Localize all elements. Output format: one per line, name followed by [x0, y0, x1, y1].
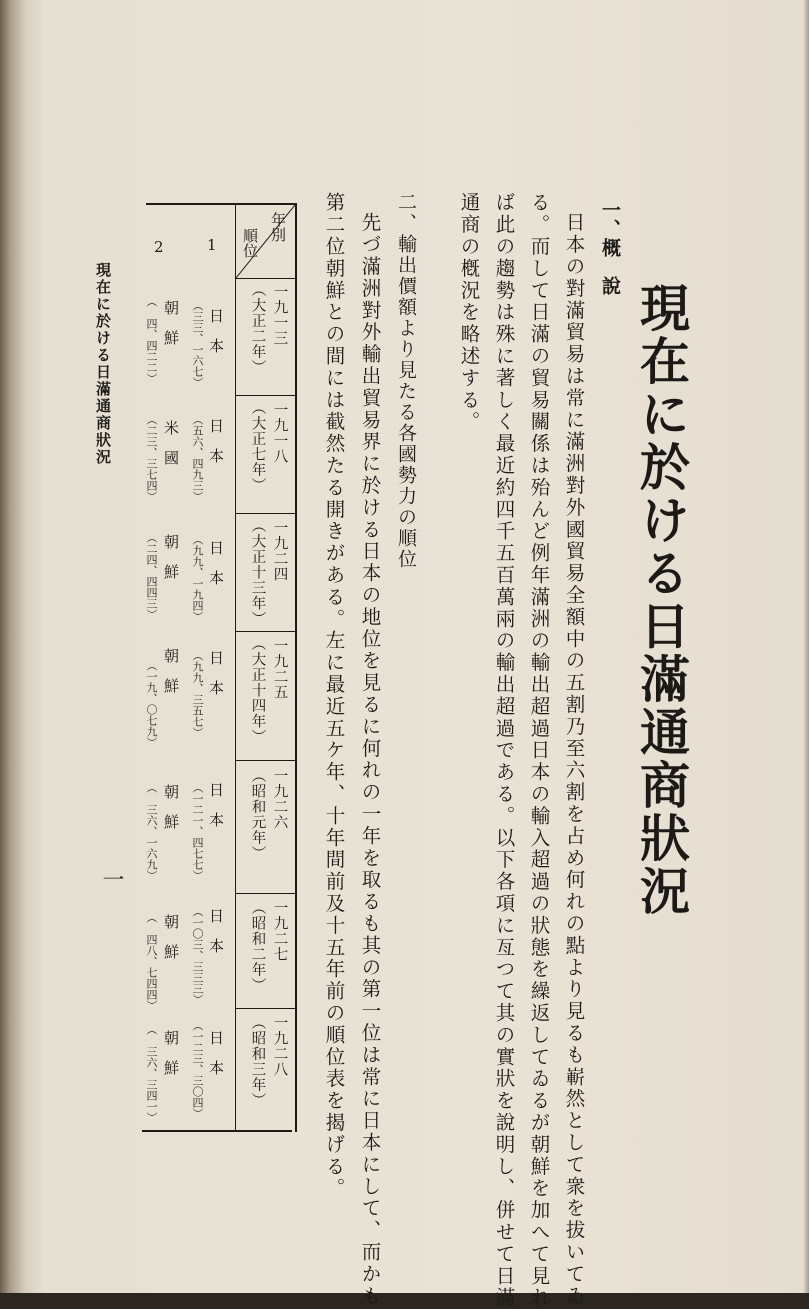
page-title: 現在に於ける日滿通商狀況: [632, 282, 691, 918]
era-cell: （大正十四年）: [249, 636, 266, 745]
section1-line: 日本の對滿貿易は常に滿洲對外國貿易全額中の五割乃至六割を占め何れの點より見るも嶄然として衆を拔いてゐ: [562, 212, 586, 1307]
year-cell: 一九一八: [271, 402, 288, 464]
era-cell: （昭和元年）: [249, 768, 266, 861]
year-cell: 一九二六: [271, 768, 288, 830]
second-value-cell: （ 三六、一六九）: [145, 782, 158, 881]
second-country-cell: 朝 鮮: [162, 784, 180, 829]
table-row-rule: [235, 1008, 295, 1009]
section1-line: る。而して日滿の貿易關係は殆んど例年滿洲の輸出超過日本の輸入超過の狀態を繰返してゐるが朝鮮を加へて見れ: [527, 192, 551, 1309]
first-value-cell: （五六、四九三）: [191, 414, 204, 502]
era-cell: （大正七年）: [249, 400, 266, 493]
first-value-cell: （一二一、四七七）: [191, 782, 204, 881]
era-cell: （大正十三年）: [249, 518, 266, 627]
second-value-cell: （一九、〇七九）: [145, 660, 158, 748]
first-country-cell: 日 本: [207, 418, 225, 463]
second-value-cell: （ 四、四二二）: [145, 296, 158, 384]
header-year-label: 年別: [269, 212, 287, 242]
first-country-cell: 日 本: [207, 650, 225, 695]
era-cell: （昭和二年）: [249, 900, 266, 993]
year-cell: 一九一三: [271, 284, 288, 346]
section2-line: 第二位朝鮮との間には截然たる開きがある。左に最近五ケ年、十年間前及十五年前の順位表を揭げる。: [322, 192, 346, 1200]
first-value-cell: （三三、一六七）: [191, 300, 204, 388]
first-country-cell: 日 本: [207, 308, 225, 353]
section1-line: ば此の趨勢は殊に著しく最近約四千五百萬兩の輸出超過である。以下各項に亙つて其の實狀を說明し、併せて日滿: [492, 192, 516, 1309]
year-cell: 一九二七: [271, 900, 288, 962]
second-value-cell: （ 四八、七四四）: [145, 912, 158, 1011]
second-country-cell: 朝 鮮: [162, 534, 180, 579]
section2-heading: 二、輸出價額より見たる各國勢力の順位: [395, 192, 417, 570]
second-country-cell: 朝 鮮: [162, 914, 180, 959]
table-header-rule: [235, 203, 236, 1130]
second-country-cell: 朝 鮮: [162, 648, 180, 693]
section1-heading: 一、概 說: [599, 200, 621, 295]
first-value-cell: （一二三、三〇四）: [191, 1020, 204, 1119]
table-row-rule: [235, 278, 295, 279]
section1-line: 通商の槪況を略述する。: [457, 192, 481, 433]
rank-1-label: 1: [207, 236, 217, 254]
era-cell: （大正二年）: [249, 282, 266, 375]
table-row-rule: [235, 395, 295, 396]
first-country-cell: 日 本: [207, 908, 225, 953]
second-country-cell: 米 國: [162, 420, 180, 465]
table-right-rule: [295, 203, 297, 1132]
first-value-cell: （九九、三五七）: [191, 650, 204, 738]
second-value-cell: （ 三六、三四一）: [145, 1024, 158, 1123]
table-bottom-rule: [142, 1130, 292, 1132]
table-row-rule: [235, 631, 295, 632]
page-number: 一: [99, 868, 124, 890]
section2-line: 先づ滿洲對外輸出貿易界に於ける日本の地位を見るに何れの一年を取るも其の第一位は常に日本にして、而かも: [358, 212, 382, 1307]
running-footer: 現在に於ける日滿通商狀況: [94, 262, 112, 466]
rank-2-label: 2: [154, 238, 164, 256]
second-country-cell: 朝 鮮: [162, 1030, 180, 1075]
era-cell: （昭和三年）: [249, 1015, 266, 1108]
year-cell: 一九二四: [271, 520, 288, 582]
first-country-cell: 日 本: [207, 540, 225, 585]
table-row-rule: [235, 513, 295, 514]
table-row-rule: [235, 760, 295, 761]
first-country-cell: 日 本: [207, 1030, 225, 1075]
table-row-rule: [235, 893, 295, 894]
first-value-cell: （九九、一九四）: [191, 534, 204, 622]
first-country-cell: 日 本: [207, 782, 225, 827]
second-value-cell: （二三、三七四）: [145, 414, 158, 502]
year-cell: 一九二五: [271, 638, 288, 700]
first-value-cell: （一〇三、三三三）: [191, 906, 204, 1005]
year-cell: 一九二八: [271, 1015, 288, 1077]
second-country-cell: 朝 鮮: [162, 300, 180, 345]
header-rank-label: 順位: [241, 228, 259, 258]
second-value-cell: （二四、四四三）: [145, 532, 158, 620]
